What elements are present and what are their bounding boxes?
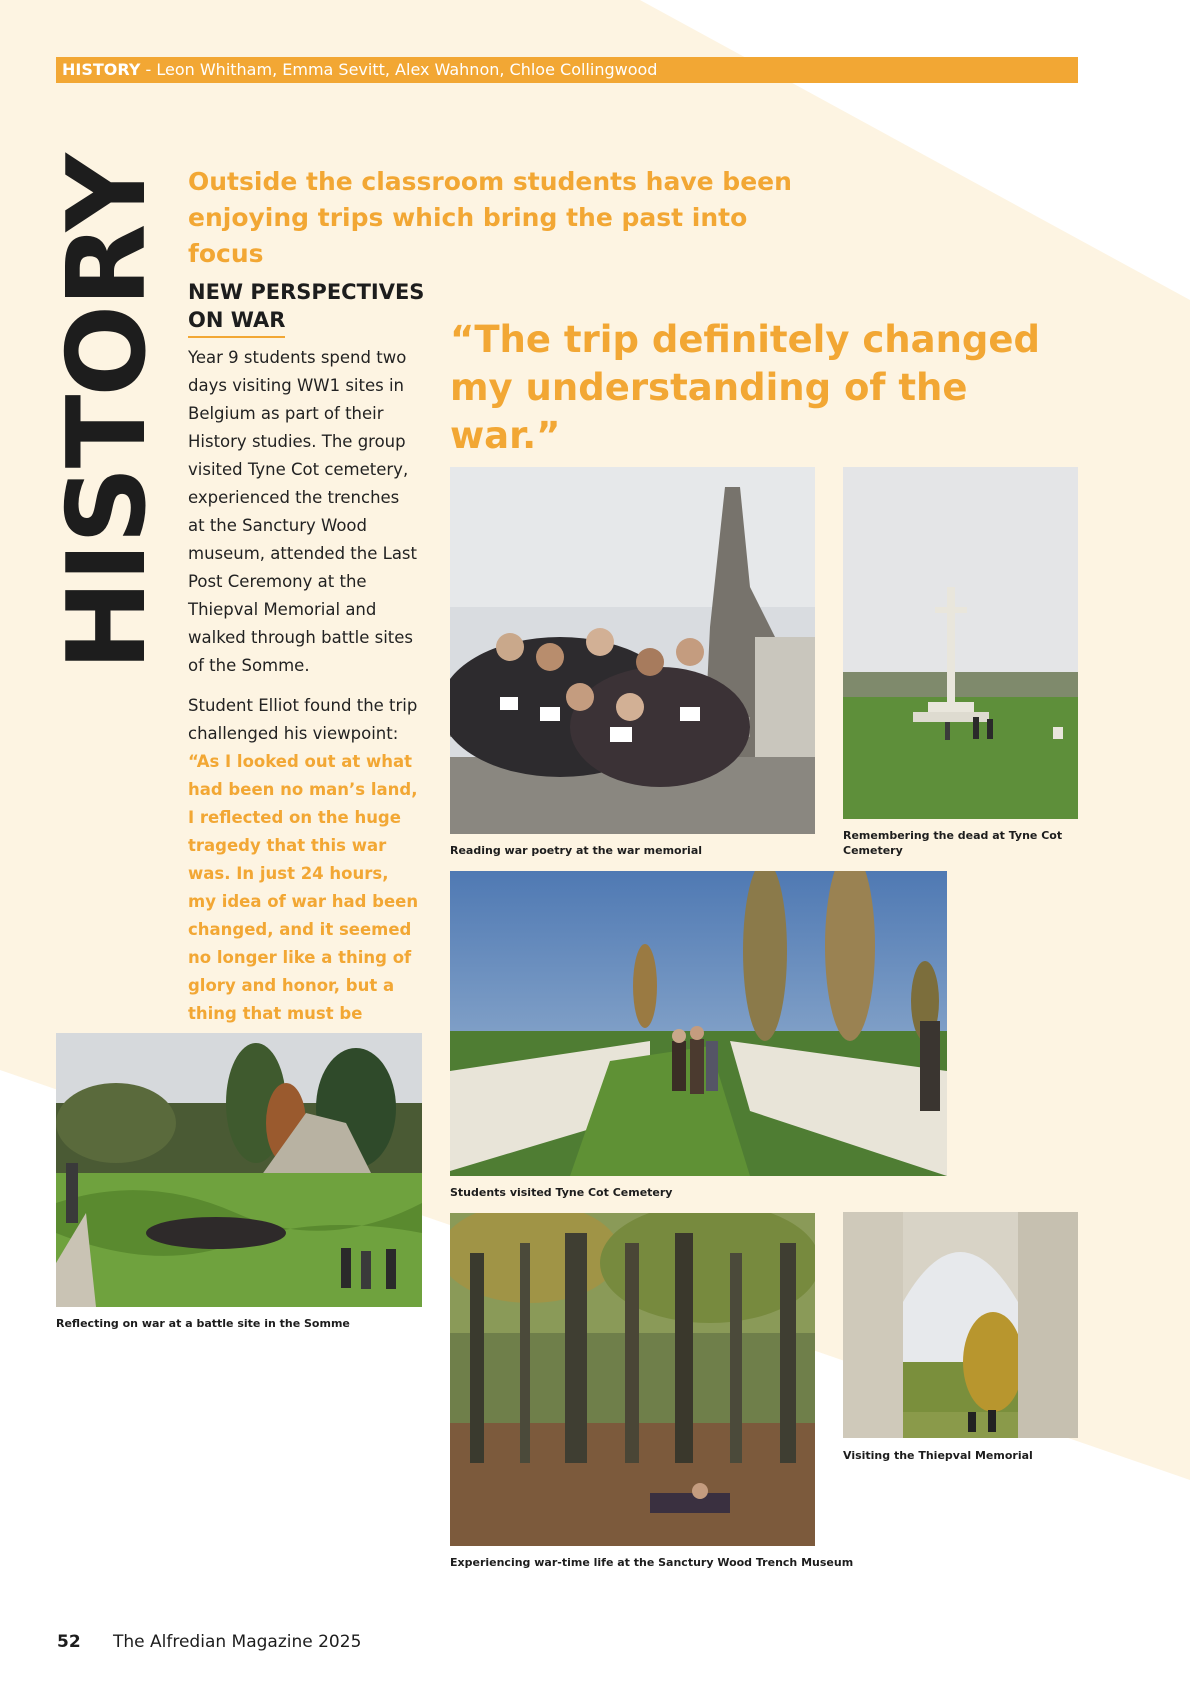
paragraph-2-lead: Student Elliot found the trip challenged his viewpoint: (188, 696, 418, 743)
vertical-title-text: HISTORY (45, 155, 170, 671)
student-quote: “As I looked out at what had been no man’s land, I reflected on the huge tragedy that this war was. In just 24 hours, my idea of war had been changed, and it seemed no longer like a thing of glory and honor, but a thing that must be (188, 752, 419, 1023)
photo-tyne-cot-cross (843, 467, 1078, 819)
header-authors: - Leon Whitham, Emma Sevitt, Alex Wahnon, Chloe Collingwood (140, 60, 658, 79)
caption-sanctuary-wood: Experiencing war-time life at the Sanctury Wood Trench Museum (450, 1556, 854, 1569)
photo-war-poetry (450, 467, 815, 834)
pull-quote: “The trip definitely changed my understanding of the war.” (450, 318, 1040, 457)
caption-tyne-cot-cross: Remembering the dead at Tyne Cot Cemetery (843, 829, 1063, 857)
caption-thiepval: Visiting the Thiepval Memorial (843, 1449, 1033, 1462)
photo-sanctuary-wood (450, 1213, 815, 1546)
header-bar (56, 57, 1078, 83)
photo-thiepval-memorial (843, 1212, 1078, 1438)
caption-somme: Reflecting on war at a battle site in the Somme (56, 1317, 350, 1330)
caption-war-poetry: Reading war poetry at the war memorial (450, 844, 703, 857)
intro-text: Outside the classroom students have been enjoying trips which bring the past into focus (188, 167, 792, 268)
heading-line-2: ON WAR (188, 306, 285, 338)
header-section: HISTORY (62, 60, 141, 79)
page-number: 52 (57, 1632, 81, 1652)
magazine-title: The Alfredian Magazine 2025 (113, 1632, 362, 1652)
article-paragraph-1: Year 9 students spend two days visiting WW1 sites in Belgium as part of their History studies. The group visited Tyne Cot cemetery, experienced the trenches at the Sanctury Wood museum, attended the Last Post Ceremony at the Thiepval Memorial and walked through battle sites of the Somme. (188, 348, 417, 675)
section-heading (188, 278, 428, 338)
article-body (188, 344, 420, 1124)
heading-line-1: NEW PERSPECTIVES (188, 280, 425, 304)
photo-tyne-cot-students (450, 871, 947, 1176)
photo-somme-battle-site (56, 1033, 422, 1307)
vertical-title (38, 155, 178, 671)
caption-tyne-cot-students: Students visited Tyne Cot Cemetery (450, 1186, 673, 1199)
